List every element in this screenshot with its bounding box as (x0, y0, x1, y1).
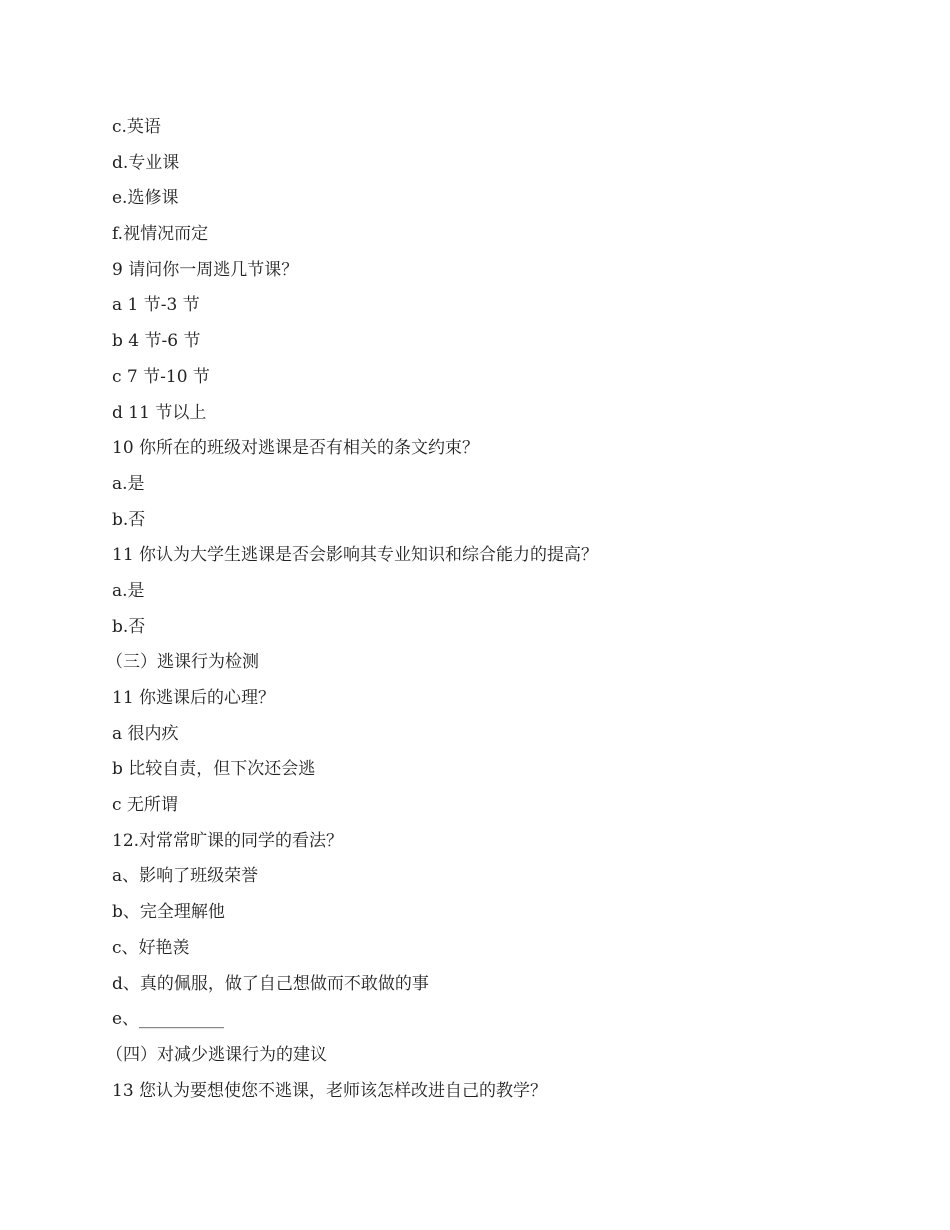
option-line: f.视情况而定 (112, 224, 209, 245)
option-line: b、完全理解他 (112, 902, 225, 923)
option-line: a、影响了班级荣誉 (112, 866, 259, 887)
option-line: b 比较自责，但下次还会逃 (112, 759, 316, 780)
option-line: d.专业课 (112, 152, 180, 173)
option-line: a 很内疚 (112, 723, 179, 744)
question-line: 9 请问你一周逃几节课？ (112, 259, 299, 280)
option-line: d、真的佩服，做了自己想做而不敢做的事 (112, 973, 429, 994)
option-line: c 7 节-10 节 (112, 366, 210, 387)
option-line: b.否 (112, 509, 146, 530)
option-line-blank: e、__________ (112, 1009, 225, 1030)
question-line: 12.对常常旷课的同学的看法？ (112, 830, 344, 851)
option-line: b.否 (112, 616, 146, 637)
question-line: 11 你逃课后的心理？ (112, 688, 276, 708)
question-line: 10 你所在的班级对逃课是否有相关的条文约束？ (112, 438, 480, 459)
option-line: a 1 节-3 节 (112, 295, 200, 316)
option-line: c 无所谓 (112, 795, 178, 816)
option-line: b 4 节-6 节 (112, 331, 201, 352)
option-line: c.英语 (112, 117, 161, 137)
document-body (106, 110, 872, 1109)
question-line: 13 您认为要想使您不逃课，老师该怎样改进自己的教学？ (112, 1080, 548, 1101)
section-heading: （三）逃课行为检测 (106, 652, 259, 673)
question-line: 11 你认为大学生逃课是否会影响其专业知识和综合能力的提高？ (112, 545, 599, 566)
option-line: a.是 (112, 473, 145, 494)
section-heading: （四）对减少逃课行为的建议 (106, 1044, 327, 1065)
option-line: d 11 节以上 (112, 402, 207, 423)
option-line: e.选修课 (112, 188, 179, 209)
option-line: c、好艳羡 (112, 937, 190, 958)
option-line: a.是 (112, 580, 145, 601)
